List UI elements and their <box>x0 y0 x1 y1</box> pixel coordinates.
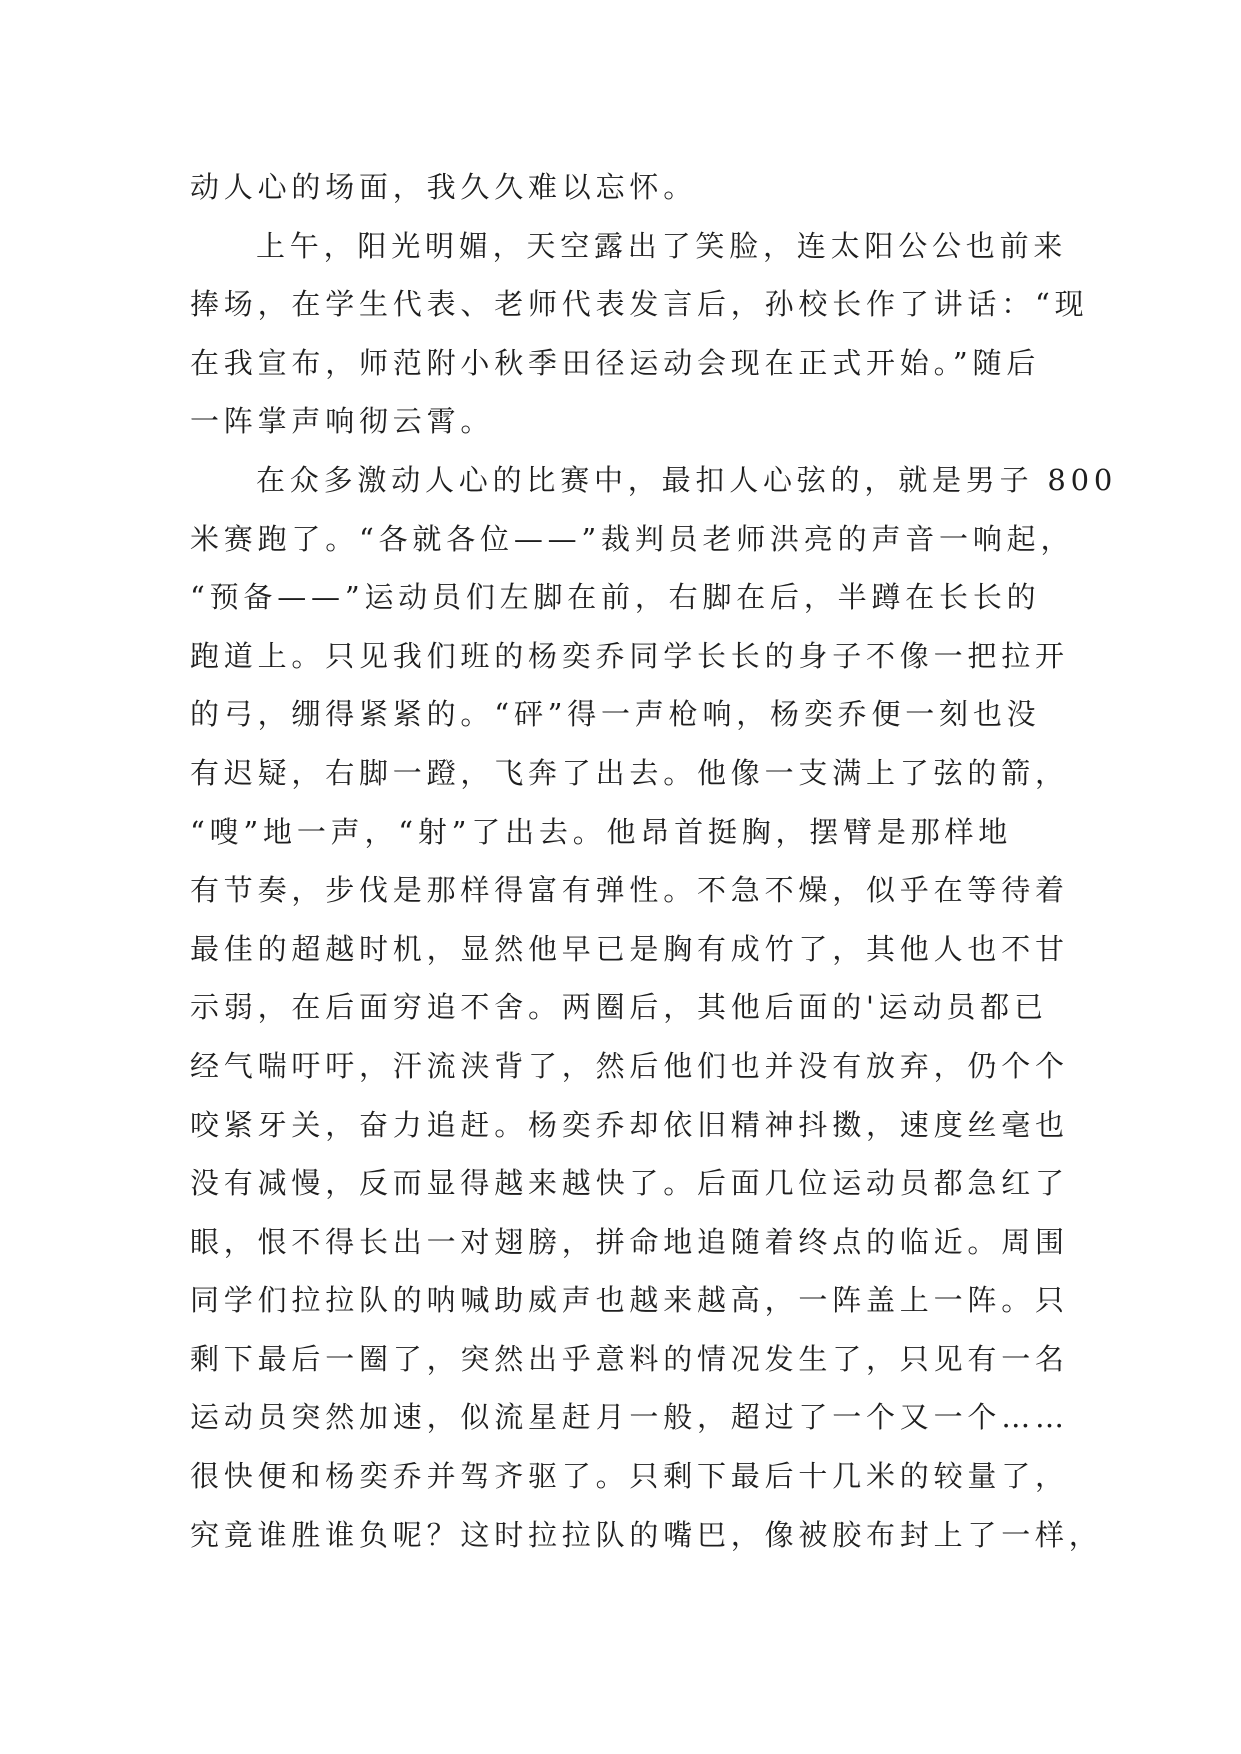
text-line: 有迟疑，右脚一蹬，飞奔了出去。他像一支满上了弦的箭， <box>190 755 1069 790</box>
body-text <box>190 158 1118 1564</box>
text-line: 捧场，在学生代表、老师代表发言后，孙校长作了讲话：“现 <box>190 287 1089 322</box>
text-line: 的弓，绷得紧紧的。“砰”得一声枪响，杨奕乔便一刻也没 <box>190 697 1041 732</box>
text-line: 运动员突然加速，似流星赶月一般，超过了一个又一个…… <box>190 1400 1069 1435</box>
text-line: 最佳的超越时机，显然他早已是胸有成竹了，其他人也不甘 <box>190 931 1069 966</box>
text-line: 经气喘吁吁，汗流浃背了，然后他们也并没有放弃，仍个个 <box>190 1048 1069 1083</box>
text-line: 咬紧牙关，奋力追赶。杨奕乔却依旧精神抖擞，速度丝毫也 <box>190 1107 1069 1142</box>
text-line: 米赛跑了。“各就各位——”裁判员老师洪亮的声音一响起， <box>190 521 1075 556</box>
text-line: 跑道上。只见我们班的杨奕乔同学长长的身子不像一把拉开 <box>190 638 1069 673</box>
text-line: 示弱，在后面穷追不舍。两圈后，其他后面的'运动员都已 <box>190 990 1048 1025</box>
text-line: “嗖”地一声，“射”了出去。他昂首挺胸，摆臂是那样地 <box>190 814 1013 849</box>
paragraph-start-line: 在众多激动人心的比赛中，最扣人心弦的，就是男子 800 <box>256 462 1118 497</box>
text-line: 同学们拉拉队的呐喊助威声也越来越高，一阵盖上一阵。只 <box>190 1283 1069 1318</box>
text-line: 有节奏，步伐是那样得富有弹性。不急不燥，似乎在等待着 <box>190 873 1069 908</box>
text-line: 很快便和杨奕乔并驾齐驱了。只剩下最后十几米的较量了， <box>190 1459 1069 1494</box>
text-line: 没有减慢，反而显得越来越快了。后面几位运动员都急红了 <box>190 1166 1069 1201</box>
text-line: 眼，恨不得长出一对翅膀，拼命地追随着终点的临近。周围 <box>190 1224 1069 1259</box>
text-line: 动人心的场面，我久久难以忘怀。 <box>190 170 698 204</box>
text-line: 究竟谁胜谁负呢？这时拉拉队的嘴巴，像被胶布封上了一样， <box>190 1517 1103 1552</box>
text-line: 一阵掌声响彻云霄。 <box>190 404 495 439</box>
paragraph-start-line: 上午，阳光明媚，天空露出了笑脸，连太阳公公也前来 <box>256 228 1068 263</box>
text-line: 剩下最后一圈了，突然出乎意料的情况发生了，只见有一名 <box>190 1341 1069 1376</box>
text-line: “预备——”运动员们左脚在前，右脚在后，半蹲在长长的 <box>190 580 1041 615</box>
text-line: 在我宣布，师范附小秋季田径运动会现在正式开始。”随后 <box>190 345 1041 380</box>
